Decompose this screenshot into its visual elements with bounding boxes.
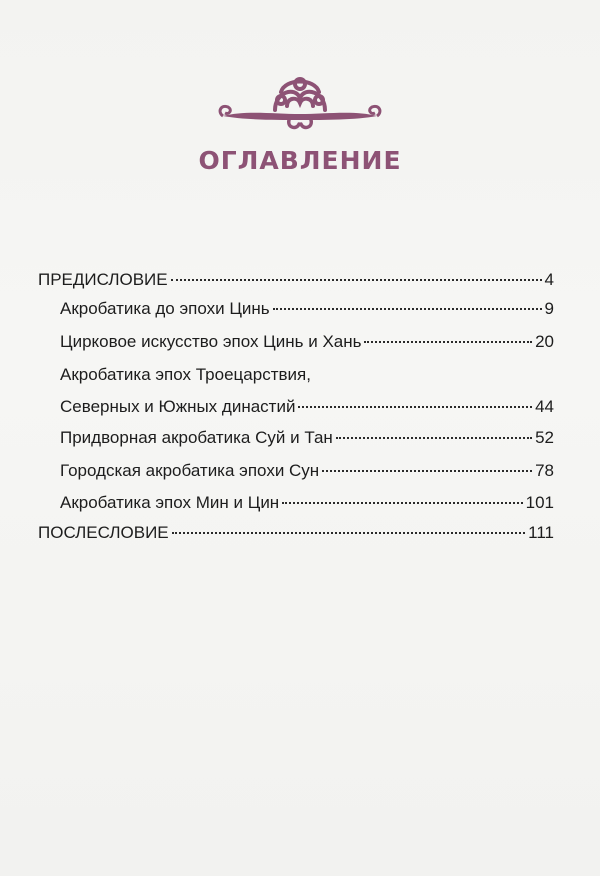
toc-page-number: 78 xyxy=(535,461,554,480)
toc-page-number: 44 xyxy=(535,397,554,416)
toc-entry-chapter-2[interactable] xyxy=(60,328,554,356)
toc-entry-label: Северных и Южных династий xyxy=(60,397,296,416)
toc-entry-label: Цирковое искусство эпох Цинь и Хань xyxy=(60,332,362,351)
toc-entry-label: Акробатика эпох Мин и Цин xyxy=(60,493,280,512)
toc-entry-chapter-3[interactable] xyxy=(60,393,554,421)
dot-leader xyxy=(336,437,532,439)
toc-entry-chapter-6[interactable] xyxy=(60,489,554,517)
toc-entry-afterword[interactable] xyxy=(38,519,554,547)
toc-entry-chapter-1[interactable] xyxy=(60,295,554,323)
toc-entry-label: Акробатика до эпохи Цинь xyxy=(60,299,270,318)
cloud-scroll-ornament-icon xyxy=(215,70,385,132)
dot-leader xyxy=(171,279,542,281)
toc-entry-label: Придворная акробатика Суй и Тан xyxy=(60,428,333,447)
toc-entry-label: ПРЕДИСЛОВИЕ xyxy=(38,270,168,289)
toc-entry-chapter-5[interactable] xyxy=(60,457,554,485)
toc-entry-label: Городская акробатика эпохи Сун xyxy=(60,461,320,480)
toc-page-number: 111 xyxy=(528,523,554,542)
toc-page-number: 20 xyxy=(535,332,554,351)
toc-page-number: 9 xyxy=(544,299,554,318)
dot-leader xyxy=(322,470,532,472)
dot-leader xyxy=(282,502,522,504)
dot-leader xyxy=(273,308,542,310)
toc-entry-preface[interactable] xyxy=(38,266,554,294)
dot-leader xyxy=(172,532,526,534)
toc-entry-chapter-3-first-line: Акробатика эпох Троецарствия, xyxy=(60,365,311,384)
toc-page-number: 101 xyxy=(525,493,554,512)
toc-entry-label: ПОСЛЕСЛОВИЕ xyxy=(38,523,169,542)
dot-leader xyxy=(364,341,532,343)
toc-entry-chapter-4[interactable] xyxy=(60,424,554,452)
page-title: ОГЛАВЛЕНИЕ xyxy=(198,146,402,175)
toc-page-number: 4 xyxy=(544,270,554,289)
dot-leader xyxy=(298,406,532,408)
toc-page-number: 52 xyxy=(535,428,554,447)
